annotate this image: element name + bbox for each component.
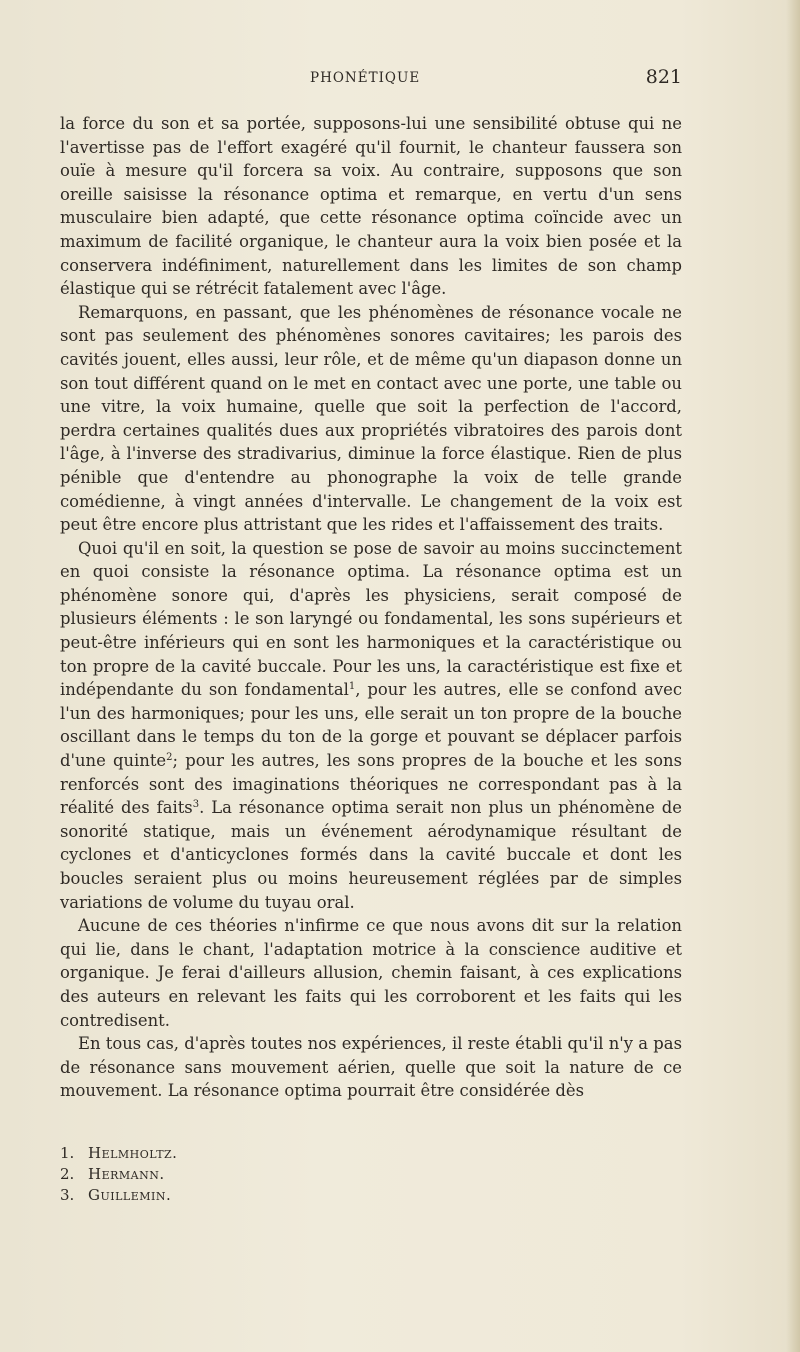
footnote-author: Guillemin. [88,1186,172,1204]
paragraph: Remarquons, en passant, que les phénomènes de résonance vocale ne sont pas seulement des phénomènes sonores cavitaires; les parois des cavités jouent, elles aussi, leur rôle, et de même qu'un diapason donne un son tout différent quand on le met en contact avec une porte, une table ou une vitre, la voix humaine, quelle que soit la perfection de l'accord, perdra certaines qualités dues aux propriétés vibratoires des parois dont l'âge, à l'inverse des stradivarius, diminue la force élastique. Rien de plus pénible que d'entendre au phonographe la voix de telle grande comédienne, à vingt années d'intervalle. Le changement de la voix est peut être encore plus attristant que les rides et l'affaissement des traits. [60,302,682,535]
body-text [60,112,682,1103]
footnote-ref: 1 [348,681,356,693]
paragraph-text: ; pour les autres, les sons propres de la bouche et les sons renforcés sont des imaginations théoriques ne correspondant pas à la réalité des faits [60,751,682,818]
footnote-ref: 2 [166,752,173,764]
paragraph: Aucune de ces théories n'infirme ce que nous avons dit sur la relation qui lie, dans le chant, l'adaptation motrice à la conscience auditive et organique. Je ferai d'ailleurs allusion, chemin faisant, à ces explications des auteurs en relevant les faits qui les corroborent et les faits qui les contredisent. [60,916,682,1030]
footnote [60,1143,682,1164]
running-title: PHONÉTIQUE [310,70,421,86]
footnote-number: 3. [60,1186,75,1204]
paragraph-text: Quoi qu'il en soit, la question se pose de savoir au moins succinctement en quoi consiste la résonance optima. La résonance optima est un phénomène sonore qui, d'après les physiciens, serait composé de plusieurs éléments : le son laryngé ou fondamental, les sons supérieurs et peut-être inférieurs qui en sont les harmoniques et la caractéristique ou ton propre de la cavité buccale. Pour les uns, la caractéristique est fixe et indépendante du son fondamental [60,538,682,700]
footnote [60,1185,682,1206]
page-number: 821 [645,66,682,88]
paragraph: En tous cas, d'après toutes nos expériences, il reste établi qu'il n'y a pas de résonance sans mouvement aérien, quelle que soit la nature de ce mouvement. La résonance optima pourrait être considérée dès [60,1034,682,1101]
paragraph-text: , pour les autres, elle se confond avec l'un des harmoniques; pour les uns, elle serait un ton propre de la bouche oscillant dans le temps du ton de la gorge et pouvant se déplacer parfois d'une quinte [60,680,682,771]
footnote-ref: 3 [192,799,200,811]
footnote-author: Helmholtz. [88,1144,178,1162]
paragraph-text: . La résonance optima serait non plus un phénomène de sonorité statique, mais un événement aérodynamique résultant de cyclones et d'anticyclones formés dans la cavité buccale et dont les boucles seraient plus ou moins heureusement réglées par de simples variations de volume du tuyau oral. [60,798,683,912]
footnotes [60,1143,682,1206]
footnote [60,1164,682,1185]
footnote-author: Hermann. [88,1165,165,1183]
paragraph [60,537,682,915]
page-header [60,66,682,90]
footnote-number: 1. [60,1144,75,1162]
footnote-number: 2. [60,1165,75,1183]
paragraph: la force du son et sa portée, supposons-lui une sensibilité obtuse qui ne l'avertisse pas de l'effort exagéré qu'il fournit, le chanteur faussera son ouïe à mesure qu'il forcera sa voix. Au contraire, supposons que son oreille saisisse la résonance optima et remarque, en vertu d'un sens musculaire bien adapté, que cette résonance optima coïncide avec un maximum de facilité organique, le chanteur aura la voix bien posée et la conservera indéfiniment, naturellement dans les limites de son champ élastique qui se rétrécit fatalement avec l'âge. [60,114,682,299]
page-edge-shadow [786,0,800,1352]
